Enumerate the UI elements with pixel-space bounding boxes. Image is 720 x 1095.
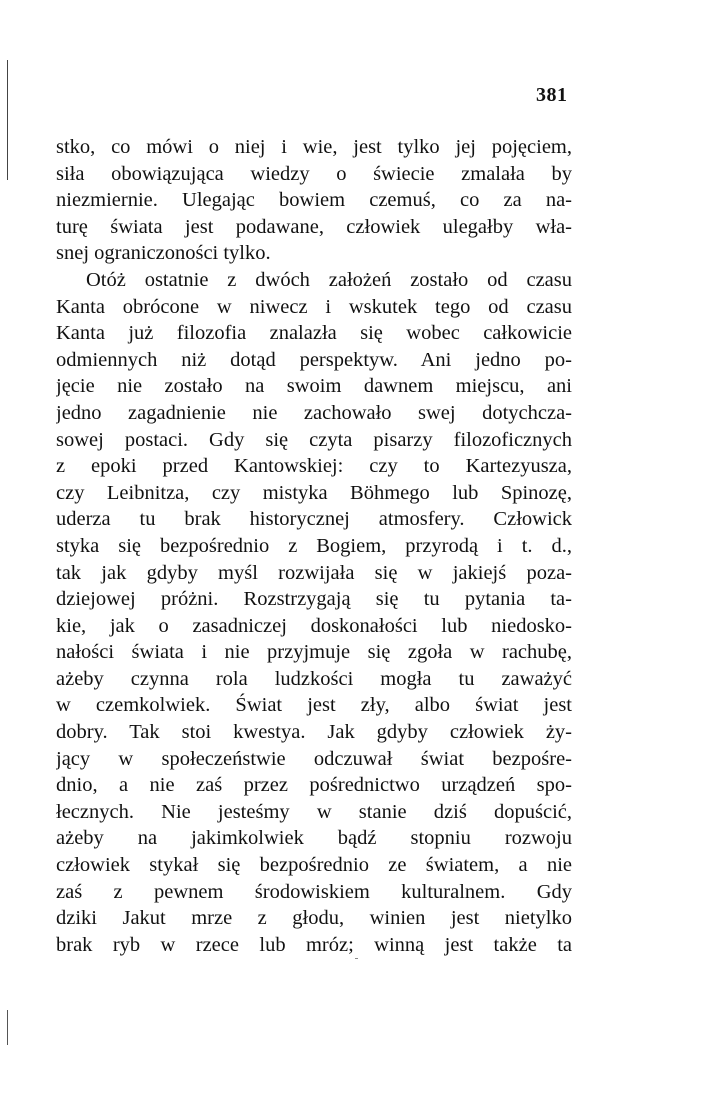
text-line: dziejowej próżni. Rozstrzygają się tu pytania ta- xyxy=(56,588,572,611)
text-line: jący w społeczeństwie odczuwał świat bezpośre- xyxy=(56,747,572,770)
text-line: styka się bezpośrednio z Bogiem, przyrodą i t. d., xyxy=(56,534,572,557)
text-line: snej ograniczoności tylko. xyxy=(56,242,271,265)
text-line: turę świata jest podawane, człowiek ulegałby wła- xyxy=(56,215,572,238)
text-line: brak ryb w rzece lub mróz; winną jest także ta xyxy=(56,933,572,956)
paragraph-start-line: Otóż ostatnie z dwóch założeń zostało od czasu xyxy=(86,268,572,291)
text-line: tak jak gdyby myśl rozwijała się w jakiejś poza- xyxy=(56,561,572,584)
text-line: łecznych. Nie jesteśmy w stanie dziś dopuścić, xyxy=(56,800,572,823)
text-line: uderza tu brak historycznej atmosfery. Człowick xyxy=(56,508,572,531)
text-line: jedno zagadnienie nie zachowało swej dotychcza- xyxy=(56,401,572,424)
print-mark xyxy=(355,958,358,959)
text-line: z epoki przed Kantowskiej: czy to Kartezyusza, xyxy=(56,455,572,478)
text-line: jęcie nie zostało na swoim dawnem miejscu, ani xyxy=(56,375,572,398)
body-text xyxy=(56,134,572,958)
text-line: kie, jak o zasadniczej doskonałości lub niedosko- xyxy=(56,614,572,637)
text-line: Kanta już filozofia znalazła się wobec całkowicie xyxy=(56,322,572,345)
text-line: dobry. Tak stoi kwestya. Jak gdyby człowiek ży- xyxy=(56,721,572,744)
text-line: odmiennych niż dotąd perspektyw. Ani jedno po- xyxy=(56,348,572,371)
text-line: ażeby czynna rola ludzkości mogła tu zaważyć xyxy=(56,667,572,690)
text-line: Kanta obrócone w niwecz i wskutek tego od czasu xyxy=(56,295,572,318)
text-line: dnio, a nie zaś przez pośrednictwo urządzeń spo- xyxy=(56,774,572,797)
text-line: w czemkolwiek. Świat jest zły, albo świat jest xyxy=(56,694,572,717)
text-line: nałości świata i nie przyjmuje się zgoła w rachubę, xyxy=(56,641,572,664)
text-line: ażeby na jakimkolwiek bądź stopniu rozwoju xyxy=(56,827,572,850)
page-edge-line xyxy=(7,60,8,180)
text-line: dziki Jakut mrze z głodu, winien jest nietylko xyxy=(56,907,572,930)
text-line: czy Leibnitza, czy mistyka Böhmego lub Spinozę, xyxy=(56,481,572,504)
text-line: sowej postaci. Gdy się czyta pisarzy filozoficznych xyxy=(56,428,572,451)
page-number: 381 xyxy=(536,84,568,106)
text-line: niezmiernie. Ulegając bowiem czemuś, co za na- xyxy=(56,189,572,212)
text-line: człowiek stykał się bezpośrednio ze światem, a nie xyxy=(56,854,572,877)
text-line: stko, co mówi o niej i wie, jest tylko jej pojęciem, xyxy=(56,136,572,158)
page-edge-line-bottom xyxy=(7,1010,8,1045)
text-line: siła obowiązująca wiedzy o świecie zmalała by xyxy=(56,162,572,185)
text-line: zaś z pewnem środowiskiem kulturalnem. Gdy xyxy=(56,880,572,903)
